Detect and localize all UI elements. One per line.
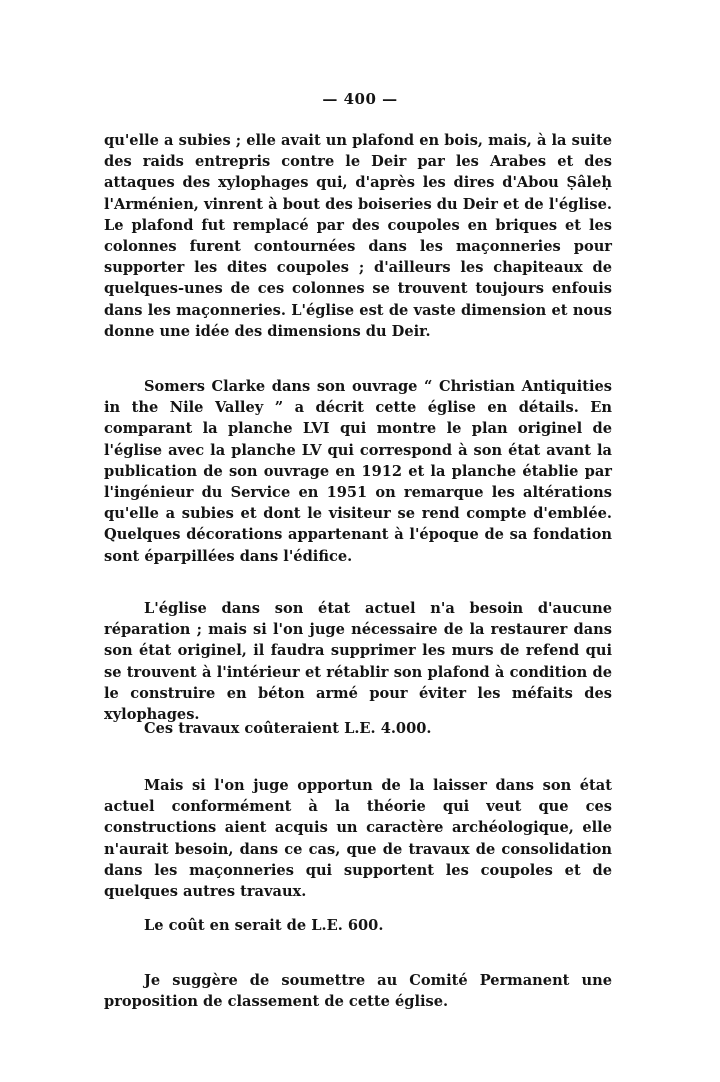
- paragraph-current-state: L'église dans son état actuel n'a besoin d'aucune réparation ; mais si l'on juge nécessaire de la restaurer dans son état originel, il faudra supprimer les murs de refend qui se trouvent à l'intérieur et rétablir son plafond à condition de le construire en béton armé pour éviter les méfaits des xylophages.: [104, 600, 612, 724]
- paragraph-cost-consolidation: Le coût en serait de L.E. 600.: [144, 917, 384, 934]
- paragraph-cost-restoration: Ces travaux coûteraient L.E. 4.000.: [144, 720, 432, 737]
- paragraph-consolidation: Mais si l'on juge opportun de la laisser dans son état actuel conformément à la théorie qui veut que ces constructions aient acquis un caractère archéologique, elle n'aurait besoin, dans ce cas, que de travaux de consolidation dans les maçonneries qui supportent les coupoles et de quelques autres travaux.: [104, 777, 612, 901]
- paragraph-continuation: qu'elle a subies ; elle avait un plafond en bois, mais, à la suite des raids entrepris contre le Deir par les Arabes et des attaques des xylophages qui, d'après les dires d'Abou Ṣâleḥ l'Arménien, vinrent à bout des boiseries du Deir et de l'église. Le plafond fut remplacé par des coupoles en briques et les colonnes furent contournées dans les maçonneries pour supporter les dites coupoles ; d'ailleurs les chapiteaux de quelques-unes de ces colonnes se trouvent toujours enfouis dans les maçonneries. L'église est de vaste dimension et nous donne une idée des dimensions du Deir.: [104, 132, 612, 340]
- page-number: — 400 —: [322, 90, 398, 108]
- paragraph-somers-clarke: Somers Clarke dans son ouvrage “ Christian Antiquities in the Nile Valley ” a décrit cette église en détails. En comparant la planche LVI qui montre le plan originel de l'église avec la planche LV qui correspond à son état avant la publication de son ouvrage en 1912 et la planche établie par l'ingénieur du Service en 1951 on remarque les altérations qu'elle a subies et dont le visiteur se rend compte d'emblée. Quelques décorations appartenant à l'époque de sa fondation sont éparpillées dans l'édifice.: [104, 378, 612, 565]
- paragraph-proposal: Je suggère de soumettre au Comité Permanent une proposition de classement de cette église.: [104, 972, 612, 1011]
